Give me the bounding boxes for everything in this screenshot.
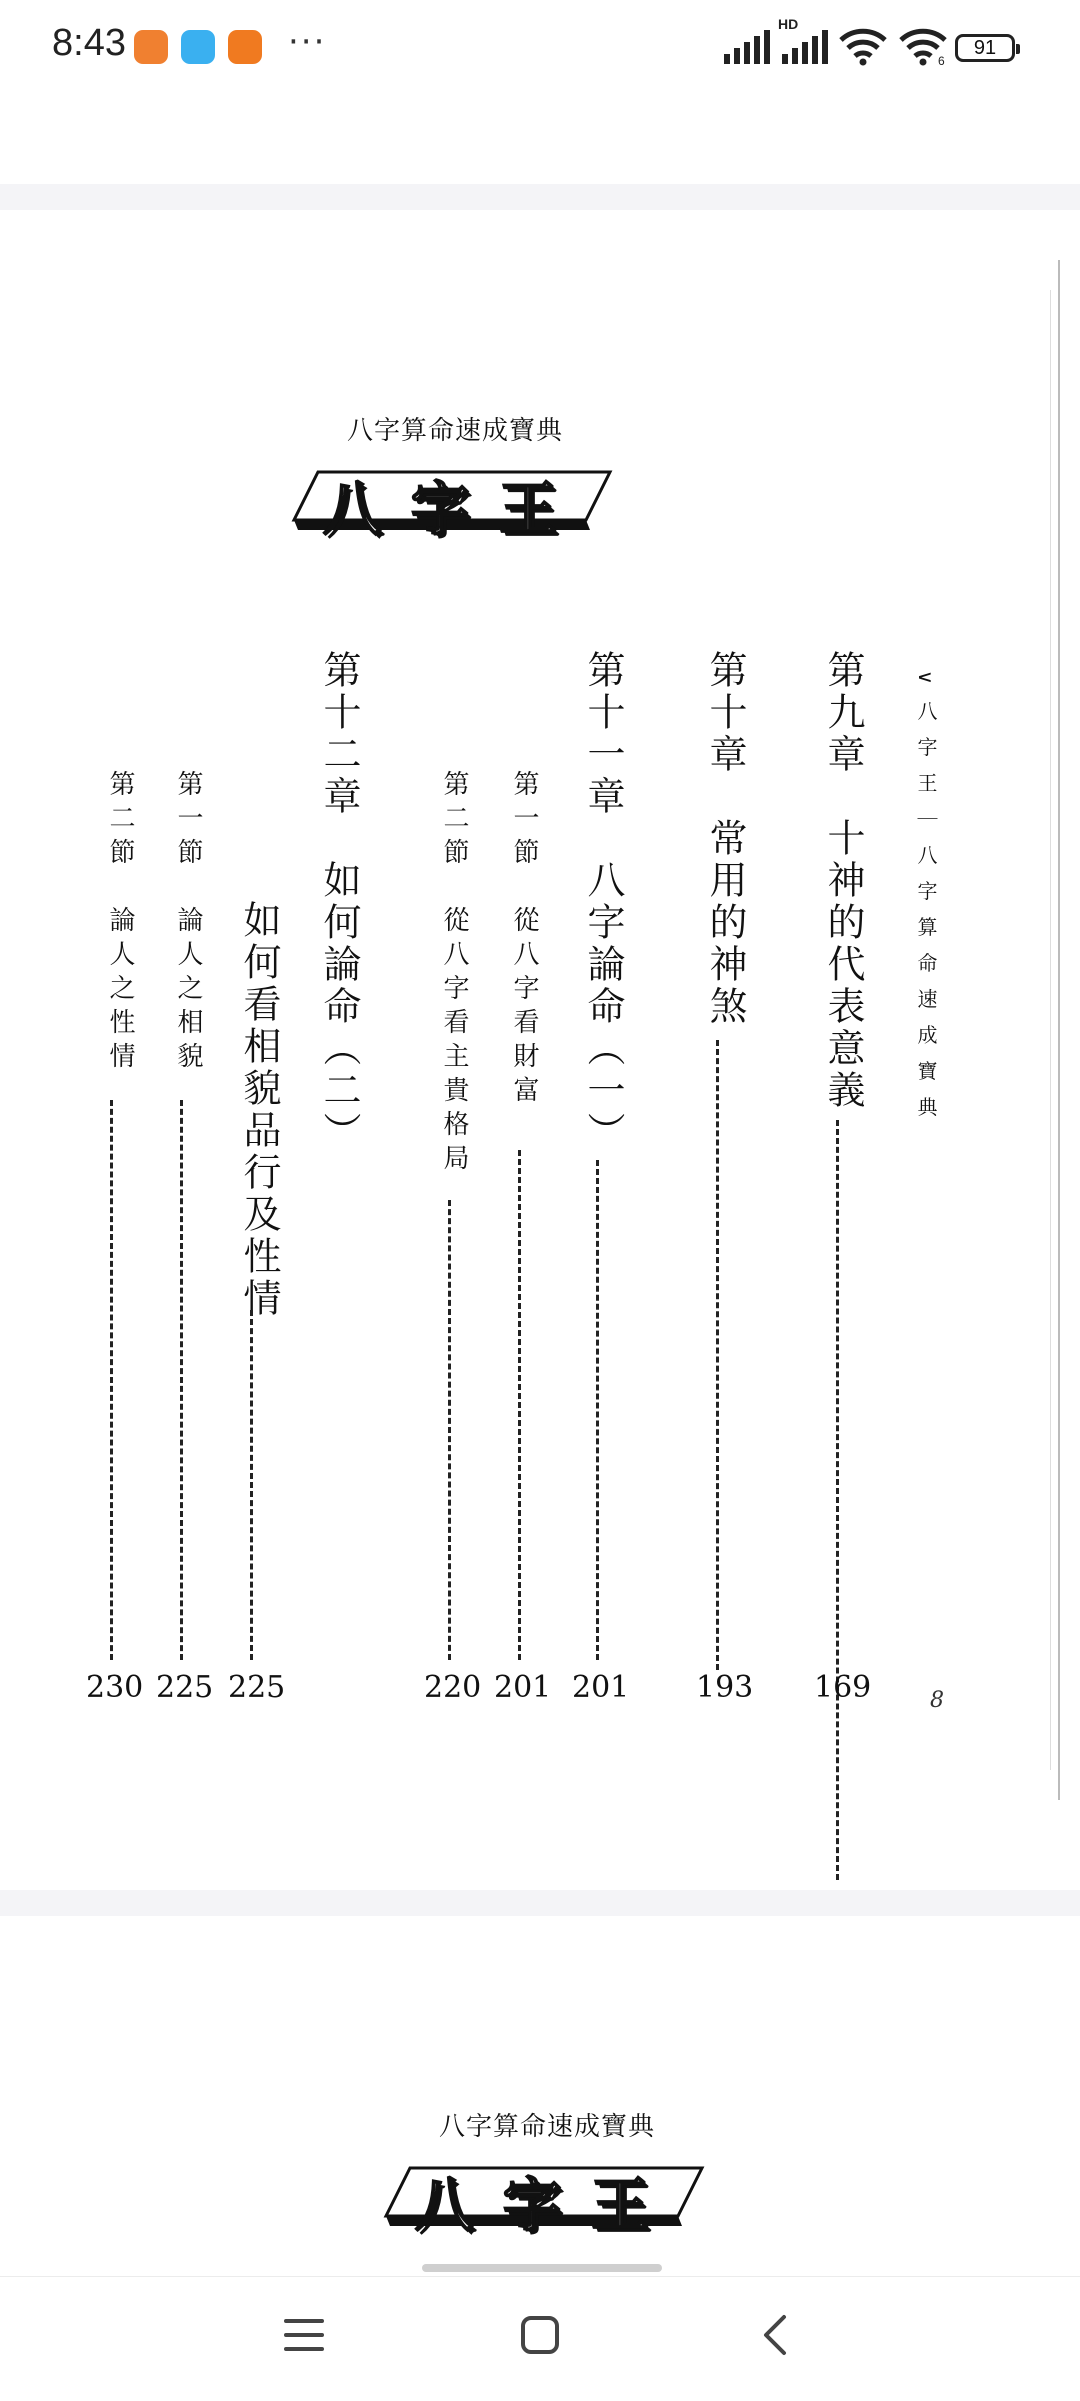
toc-leader bbox=[836, 1120, 839, 1880]
logo-subtitle: 八字算命速成寶典 bbox=[346, 416, 563, 446]
home-icon[interactable] bbox=[510, 2305, 570, 2365]
toc-page-193[interactable]: 193 bbox=[696, 1670, 754, 1705]
toc-leader bbox=[250, 1310, 253, 1660]
scan-edge-line-inner bbox=[1050, 290, 1051, 1770]
scan-edge-line bbox=[1058, 260, 1060, 1800]
toc-leader bbox=[110, 1100, 113, 1660]
toc-chapter-12-subtitle[interactable]: 如何看相貌品行及性情 bbox=[237, 900, 281, 1320]
book-logo-next bbox=[382, 2106, 712, 2239]
logo-subtitle: 八字算命速成寶典 bbox=[438, 2112, 655, 2142]
toc-page-230[interactable]: 230 bbox=[86, 1670, 144, 1705]
status-time: 8:43 bbox=[52, 22, 126, 64]
scroll-indicator[interactable] bbox=[422, 2264, 662, 2272]
menu-icon[interactable] bbox=[274, 2305, 334, 2365]
toc-page-201-a[interactable]: 201 bbox=[572, 1670, 630, 1705]
toc-chapter-10[interactable]: 第十章 常用的神煞 bbox=[703, 650, 747, 1028]
running-head: ∨八字王｜八字算命速成寶典 bbox=[914, 670, 938, 1133]
toc-page-201-b[interactable]: 201 bbox=[494, 1670, 552, 1705]
toc-chapter-11[interactable]: 第十一章 八字論命（一） bbox=[581, 650, 625, 1154]
toc-page-225-b[interactable]: 225 bbox=[156, 1670, 214, 1705]
signal-icon bbox=[724, 28, 770, 64]
book-logo bbox=[290, 410, 620, 543]
toc-section-12-1[interactable]: 第一節 論人之相貌 bbox=[173, 770, 203, 1076]
next-document-page bbox=[0, 1916, 1080, 2276]
logo-title: 八字王 bbox=[322, 475, 587, 543]
page-number: 8 bbox=[930, 1688, 944, 1713]
toc-page-220[interactable]: 220 bbox=[424, 1670, 482, 1705]
back-icon[interactable] bbox=[746, 2305, 806, 2365]
wifi-icon bbox=[838, 26, 888, 66]
mi-app-icon bbox=[228, 30, 262, 64]
toc-section-11-1[interactable]: 第一節 從八字看財富 bbox=[509, 770, 539, 1110]
toc-leader bbox=[448, 1200, 451, 1660]
svg-text:6: 6 bbox=[938, 54, 945, 66]
toc-chapter-9[interactable]: 第九章 十神的代表意義 bbox=[821, 650, 865, 1112]
status-bar bbox=[0, 0, 1080, 100]
document-page bbox=[0, 210, 1080, 1890]
toc-page-225-a[interactable]: 225 bbox=[228, 1670, 286, 1705]
mi-store-icon bbox=[134, 30, 168, 64]
toc-leader bbox=[716, 1040, 719, 1670]
previous-page-fragment bbox=[0, 100, 1080, 184]
toc-section-11-2[interactable]: 第二節 從八字看主貴格局 bbox=[439, 770, 469, 1178]
toc-leader bbox=[180, 1100, 183, 1660]
browser-app-icon bbox=[181, 30, 215, 64]
wifi-6-icon bbox=[898, 26, 948, 66]
toc-leader bbox=[596, 1160, 599, 1660]
toc-page-169[interactable]: 169 bbox=[814, 1670, 872, 1705]
toc-section-12-2[interactable]: 第二節 論人之性情 bbox=[105, 770, 135, 1076]
more-notifications-icon: ··· bbox=[288, 22, 327, 62]
hd-label: HD bbox=[778, 16, 799, 32]
signal-hd-icon bbox=[782, 28, 828, 64]
toc-leader bbox=[518, 1150, 521, 1660]
toc-chapter-12[interactable]: 第十二章 如何論命（二） bbox=[317, 650, 361, 1154]
logo-title: 八字王 bbox=[414, 2171, 679, 2239]
battery-icon: 91 bbox=[955, 34, 1015, 62]
